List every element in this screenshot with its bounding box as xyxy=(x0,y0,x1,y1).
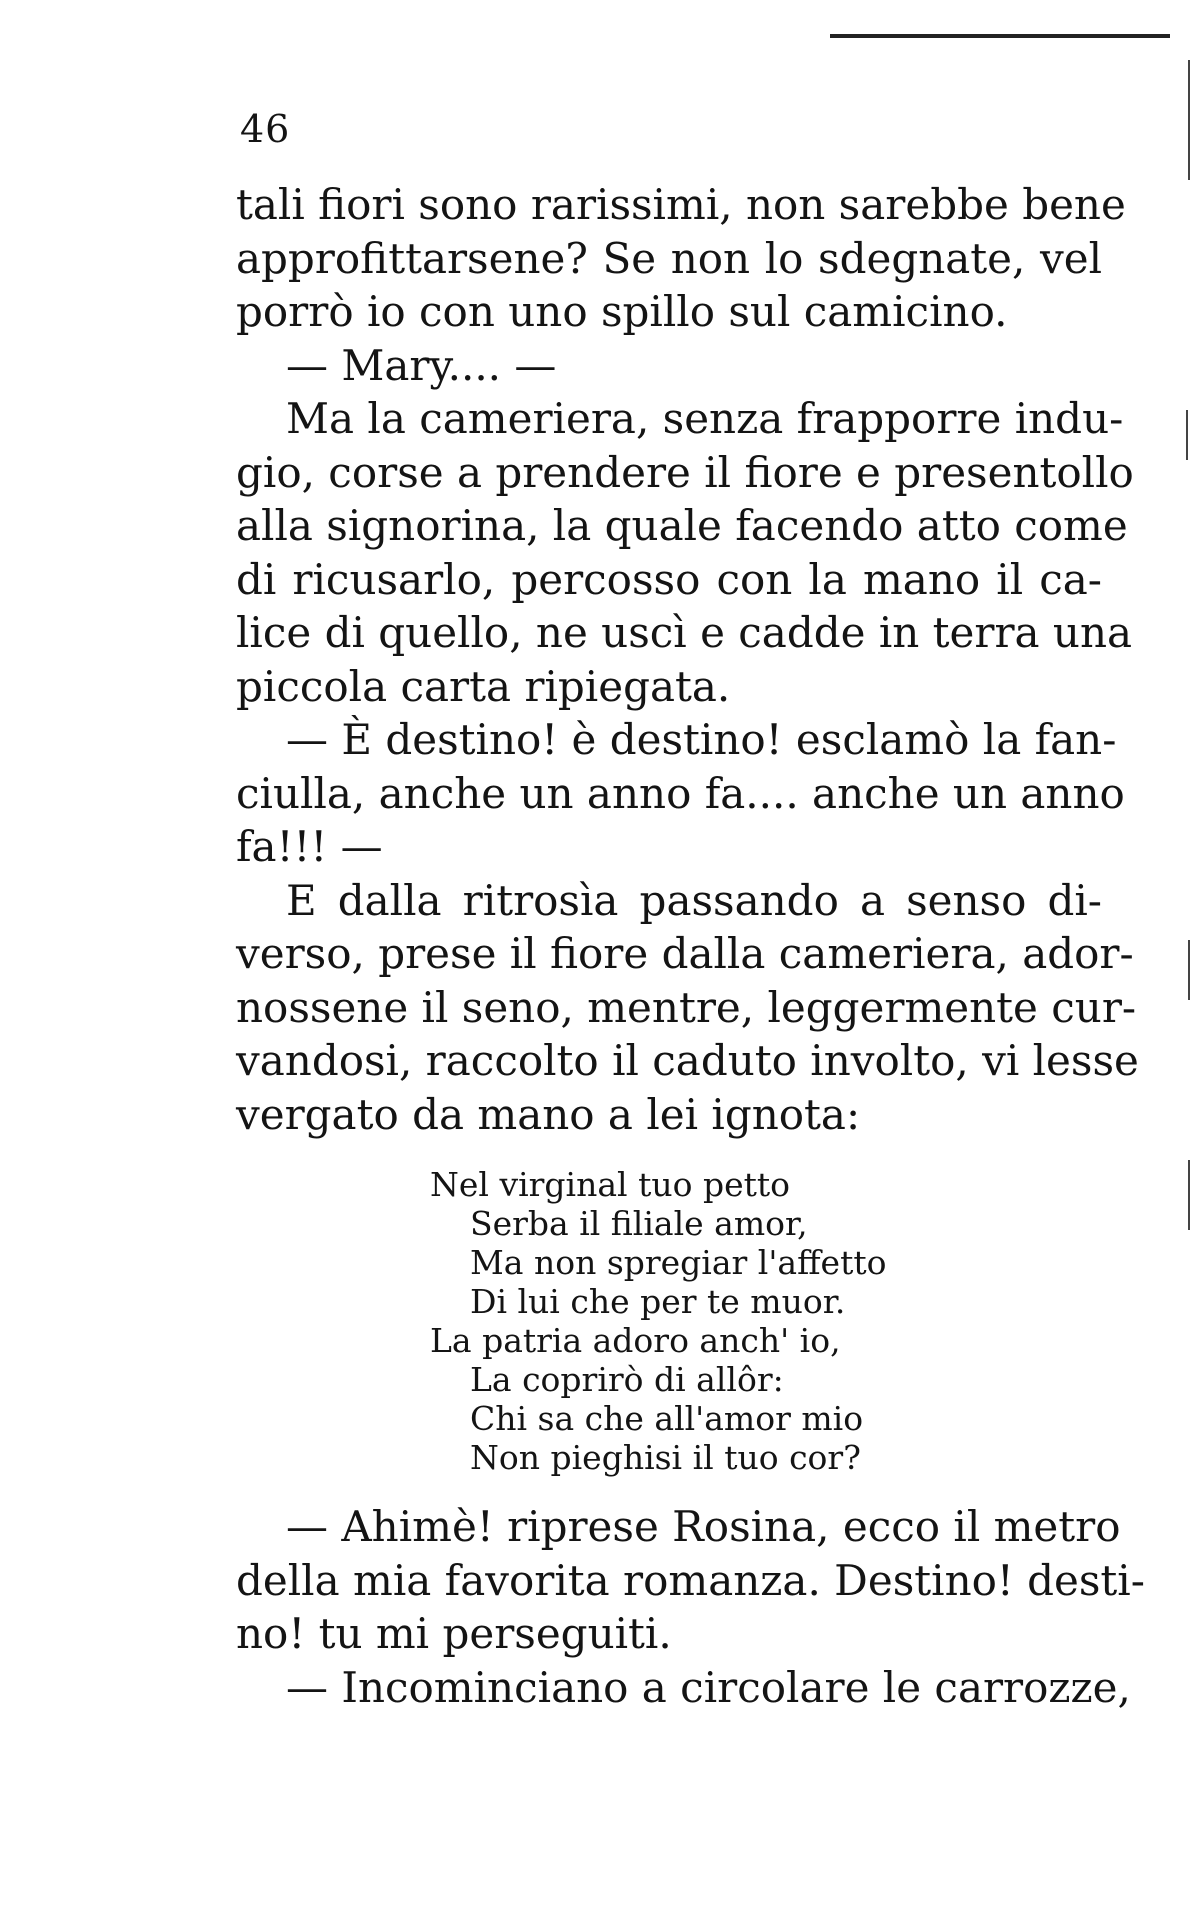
paragraph-start: E dalla ritrosìa passando a senso di- xyxy=(286,875,1102,925)
dialogue-line: — È destino! è destino! esclamò la fan- xyxy=(286,715,1117,764)
edge-mark xyxy=(1188,60,1190,180)
edge-mark xyxy=(1188,940,1190,1000)
prose-block-bottom xyxy=(236,1500,1145,1714)
poem-line: Nel virginal tuo petto xyxy=(430,1165,790,1204)
poem-line: Serba il filiale amor, xyxy=(470,1204,808,1243)
text-line: no! tu mi perseguiti. xyxy=(236,1609,672,1658)
poem-line: La patria adoro anch' io, xyxy=(430,1321,841,1360)
poem-line: Chi sa che all'amor mio xyxy=(470,1399,864,1438)
text-line: tali fiori sono rarissimi, non sarebbe bene xyxy=(236,180,1126,229)
page-number: 46 xyxy=(240,107,291,151)
text-line: lice di quello, ne uscì e cadde in terra una xyxy=(236,608,1133,657)
text-line: nossene il seno, mentre, leggermente cur- xyxy=(236,982,1137,1032)
edge-mark xyxy=(1186,410,1188,460)
text-line: gio, corse a prendere il fiore e presentollo xyxy=(236,447,1134,497)
dialogue-line: — Ahimè! riprese Rosina, ecco il metro xyxy=(286,1502,1121,1551)
text-line: porrò io con uno spillo sul camicino. xyxy=(236,287,1008,336)
text-line: verso, prese il fiore dalla cameriera, ador- xyxy=(236,929,1134,978)
paragraph-start: Ma la cameriera, senza frapporre indu- xyxy=(286,394,1124,443)
poem-line: La coprirò di allôr: xyxy=(470,1360,784,1399)
poem-line: Ma non spregiar l'affetto xyxy=(470,1243,887,1282)
poem xyxy=(430,1165,886,1477)
poem-line: Non pieghisi il tuo cor? xyxy=(470,1438,861,1477)
text-line: di ricusarlo, percosso con la mano il ca- xyxy=(236,554,1102,604)
dialogue-line: — Mary.... — xyxy=(286,340,557,390)
text-line: fa!!! — xyxy=(236,822,383,871)
edge-mark xyxy=(1188,1160,1190,1230)
top-rule xyxy=(830,34,1170,38)
text-line: della mia favorita romanza. Destino! desti- xyxy=(236,1555,1145,1605)
text-line: alla signorina, la quale facendo atto come xyxy=(236,501,1128,550)
text-line: approfittarsene? Se non lo sdegnate, vel xyxy=(236,233,1102,283)
text-line: vandosi, raccolto il caduto involto, vi lesse xyxy=(236,1036,1139,1085)
text-line: ciulla, anche un anno fa.... anche un anno xyxy=(236,768,1125,818)
dialogue-line: — Incominciano a circolare le carrozze, xyxy=(286,1662,1131,1712)
poem-line: Di lui che per te muor. xyxy=(470,1282,846,1321)
text-line: vergato da mano a lei ignota: xyxy=(236,1089,861,1139)
prose-block-top xyxy=(236,178,1139,1141)
text-line: piccola carta ripiegata. xyxy=(236,661,731,711)
